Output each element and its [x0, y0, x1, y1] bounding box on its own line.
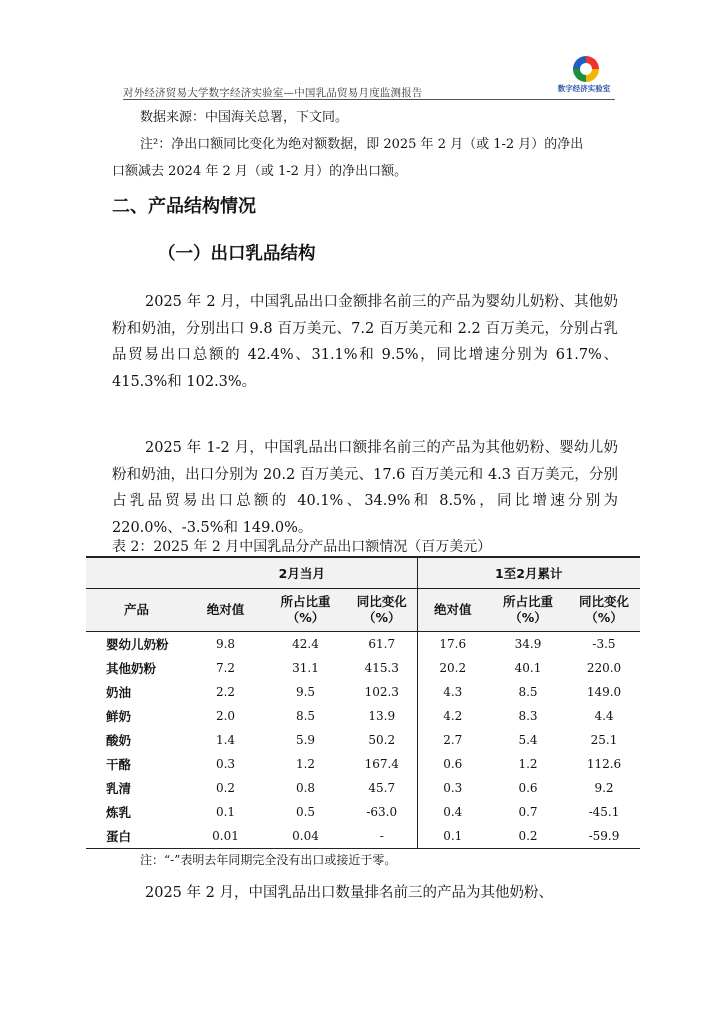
cell-m-yoy: 13.9	[368, 709, 396, 723]
cell-c-share: 34.9	[514, 637, 542, 651]
cell-c-yoy: 25.1	[590, 733, 618, 747]
col-product: 产品	[86, 589, 187, 632]
table-row	[86, 800, 640, 824]
header-divider	[123, 99, 615, 100]
cell-c-share: 40.1	[514, 661, 542, 675]
col-cum-yoy	[568, 589, 640, 632]
cell-name: 其他奶粉	[106, 661, 157, 676]
paragraph-quantity: 2025 年 2 月，中国乳品出口数量排名前三的产品为其他奶粉、	[145, 885, 553, 901]
subsection-heading: （一）出口乳品结构	[158, 244, 316, 264]
running-title: 对外经济贸易大学数字经济实验室—中国乳品贸易月度监测报告	[123, 87, 423, 99]
col-month-share	[264, 589, 347, 632]
col-cum-yoy-unit: （%）	[585, 610, 623, 625]
paragraph-jan-feb: 2025 年 1-2 月，中国乳品出口额排名前三的产品为其他奶粉、婴幼儿奶粉和奶油，出口分别为 20.2 百万美元、17.6 百万美元和 4.3 百万美元，分别占乳品贸易出口总额的 40.1%、34.9%和 8.5%，同比增速分别为 220.0%、-3.5%和 149.0%。	[112, 440, 618, 536]
footnote-line-1: 注²：净出口额同比变化为绝对额数据，即 2025 年 2 月（或 1-2 月）的净出	[140, 137, 584, 152]
table-corner	[86, 557, 187, 589]
cell-m-yoy: 61.7	[368, 637, 396, 651]
table-row	[86, 728, 640, 752]
cell-m-abs: 0.01	[187, 824, 264, 849]
table-caption: 表 2：2025 年 2 月中国乳品分产品出口额情况（百万美元）	[112, 539, 492, 555]
cell-c-yoy: -59.9	[568, 824, 640, 849]
cell-c-yoy: -3.5	[592, 637, 616, 651]
cell-c-yoy: -45.1	[588, 805, 620, 819]
cell-c-yoy: 112.6	[586, 757, 622, 771]
section-heading: 二、产品结构情况	[112, 196, 256, 217]
cell-m-yoy: 415.3	[364, 661, 399, 675]
cell-m-abs: 1.4	[215, 733, 236, 747]
cell-m-yoy: 102.3	[364, 685, 399, 699]
cell-c-share: 8.3	[518, 709, 538, 723]
table-row	[86, 752, 640, 776]
cell-m-share: 0.5	[295, 805, 316, 819]
cell-c-share: 0.6	[518, 781, 538, 795]
cell-c-yoy: 220.0	[586, 661, 622, 675]
cell-m-abs: 0.3	[215, 757, 236, 771]
cell-m-share: 31.1	[292, 661, 319, 675]
cell-name: 干酪	[106, 757, 132, 772]
cell-c-abs: 17.6	[417, 632, 488, 657]
table-row	[86, 632, 640, 657]
table-row	[86, 776, 640, 800]
cell-c-yoy: 4.4	[594, 709, 614, 723]
cell-c-abs: 2.7	[417, 728, 488, 752]
logo-emblem-icon	[573, 56, 599, 82]
col-month-yoy-unit: （%）	[362, 610, 401, 625]
lab-logo	[553, 56, 615, 96]
cell-m-yoy: 167.4	[364, 757, 399, 771]
cell-c-yoy: 9.2	[594, 781, 614, 795]
cell-m-abs: 2.0	[215, 709, 236, 723]
table-note: 注：“-”表明去年同期完全没有出口或接近于零。	[140, 853, 397, 867]
table-row	[86, 704, 640, 728]
cell-m-abs: 9.8	[215, 637, 236, 651]
col-month-yoy-label: 同比变化	[356, 594, 407, 609]
logo-text: 数字经济实验室	[557, 84, 611, 93]
col-cum-abs: 绝对值	[417, 589, 488, 632]
cell-m-share: 5.9	[295, 733, 316, 747]
cell-m-share: 1.2	[295, 757, 316, 771]
cell-m-share: 0.04	[264, 824, 347, 849]
col-month-share-unit: （%）	[286, 610, 325, 625]
cell-c-share: 0.7	[518, 805, 538, 819]
cell-m-abs: 2.2	[215, 685, 236, 699]
cell-name: 酸奶	[106, 733, 132, 748]
cell-c-yoy: 149.0	[586, 685, 622, 699]
cell-m-abs: 0.2	[215, 781, 236, 795]
cell-m-share: 9.5	[295, 685, 316, 699]
cell-m-yoy: 45.7	[368, 781, 396, 795]
cell-name: 炼乳	[106, 805, 132, 820]
group-cumulative: 1至2月累计	[417, 557, 640, 589]
col-month-share-label: 所占比重	[280, 594, 331, 609]
table-column-header	[86, 589, 640, 632]
col-cum-share-label: 所占比重	[502, 594, 553, 609]
col-cum-yoy-label: 同比变化	[578, 594, 629, 609]
cell-c-abs: 4.2	[417, 704, 488, 728]
cell-m-abs: 0.1	[215, 805, 236, 819]
cell-m-yoy: -	[347, 824, 417, 849]
cell-c-share: 8.5	[518, 685, 538, 699]
cell-c-abs: 20.2	[417, 656, 488, 680]
col-cum-share	[488, 589, 568, 632]
cell-c-abs: 0.3	[417, 776, 488, 800]
cell-m-abs: 7.2	[215, 661, 236, 675]
cell-m-share: 42.4	[292, 637, 319, 651]
footnote-line-2: 口额减去 2024 年 2 月（或 1-2 月）的净出口额。	[112, 164, 408, 179]
group-month: 2月当月	[187, 557, 417, 589]
cell-name: 鲜奶	[106, 709, 132, 724]
cell-c-abs: 0.6	[417, 752, 488, 776]
export-by-product-table	[86, 556, 640, 849]
cell-name: 婴幼儿奶粉	[106, 637, 169, 652]
cell-c-abs: 0.4	[417, 800, 488, 824]
cell-m-share: 8.5	[295, 709, 316, 723]
cell-m-share: 0.8	[295, 781, 316, 795]
cell-c-share: 1.2	[518, 757, 538, 771]
col-month-yoy	[347, 589, 417, 632]
table-row	[86, 656, 640, 680]
table-group-header	[86, 557, 640, 589]
cell-c-abs: 4.3	[417, 680, 488, 704]
cell-name: 乳清	[106, 781, 132, 796]
col-cum-share-unit: （%）	[509, 610, 547, 625]
data-source-line: 数据来源：中国海关总署，下文同。	[140, 110, 349, 125]
paragraph-february: 2025 年 2 月，中国乳品出口金额排名前三的产品为婴幼儿奶粉、其他奶粉和奶油，分别出口 9.8 百万美元、7.2 百万美元和 2.2 百万美元，分别占乳品贸易出口总额的 42.4%、31.1%和 9.5%，同比增速分别为 61.7%、415.3%和 102.3%。	[112, 294, 618, 390]
cell-m-yoy: -63.0	[366, 805, 398, 819]
table-row	[86, 680, 640, 704]
col-month-abs: 绝对值	[187, 589, 264, 632]
cell-c-abs: 0.1	[417, 824, 488, 849]
cell-c-share: 0.2	[488, 824, 568, 849]
cell-name: 蛋白	[86, 824, 187, 849]
cell-c-share: 5.4	[518, 733, 538, 747]
cell-m-yoy: 50.2	[368, 733, 396, 747]
page-header	[123, 56, 615, 101]
cell-name: 奶油	[106, 685, 132, 700]
table-row	[86, 824, 640, 849]
